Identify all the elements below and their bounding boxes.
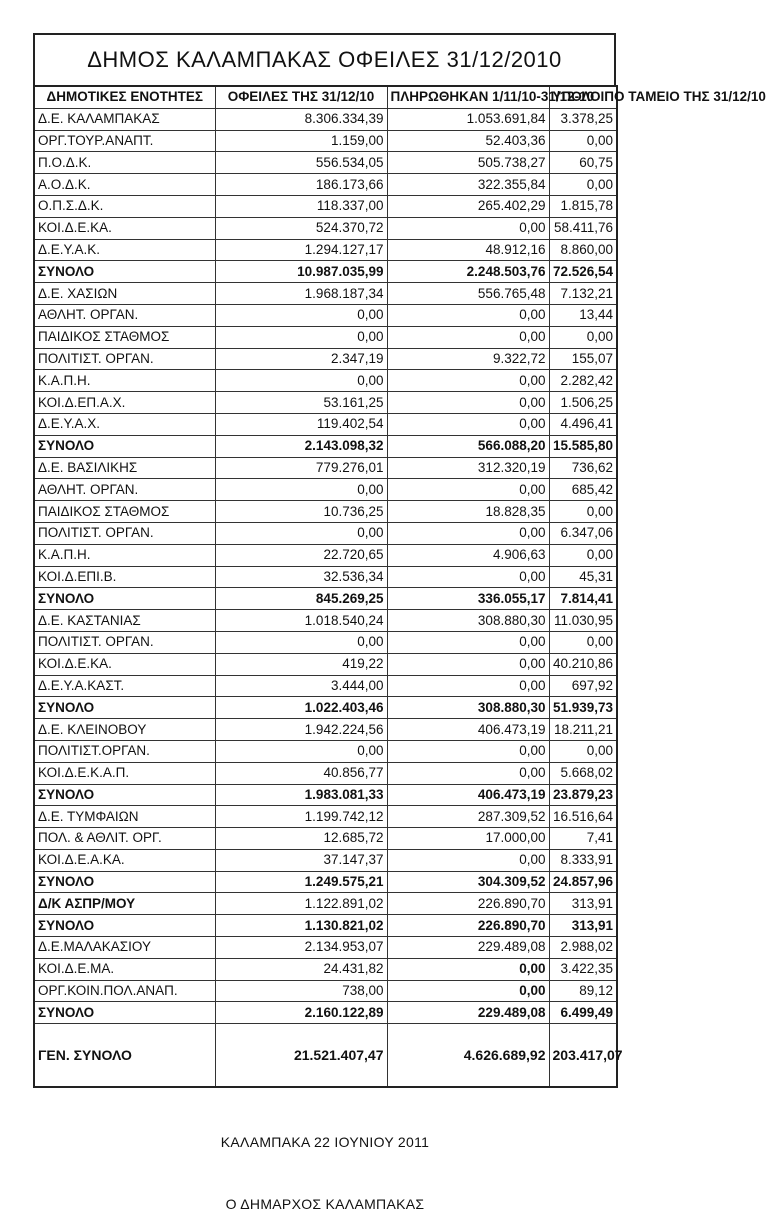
- debt-value: 0,00: [215, 370, 387, 392]
- total-row: [34, 697, 617, 719]
- unit-name: ΚΟΙ.Δ.Ε.ΚΑ.: [34, 217, 215, 239]
- unit-name: ΠΟΛ. & ΑΘΛΙΤ. ΟΡΓ.: [34, 828, 215, 850]
- paid-value: 322.355,84: [387, 174, 549, 196]
- paid-value: 0,00: [387, 631, 549, 653]
- paid-value: 0,00: [387, 675, 549, 697]
- table-row: [34, 719, 617, 741]
- debt-value: 2.143.098,32: [215, 435, 387, 457]
- paid-value: 0,00: [387, 762, 549, 784]
- balance-value: 0,00: [549, 631, 617, 653]
- balance-value: 313,91: [549, 915, 617, 937]
- unit-name: Δ/Κ ΑΣΠΡ/ΜΟΥ: [34, 893, 215, 915]
- unit-name: ΠΟΛΙΤΙΣΤ. ΟΡΓΑΝ.: [34, 631, 215, 653]
- balance-value: 16.516,64: [549, 806, 617, 828]
- unit-name: ΠΟΛΙΤΙΣΤ.ΟΡΓΑΝ.: [34, 740, 215, 762]
- debt-value: 1.294.127,17: [215, 239, 387, 261]
- table-row: [34, 152, 617, 174]
- balance-value: 60,75: [549, 152, 617, 174]
- balance-value: 8.860,00: [549, 239, 617, 261]
- debt-value: 738,00: [215, 980, 387, 1002]
- table-row: [34, 217, 617, 239]
- balance-value: 45,31: [549, 566, 617, 588]
- table-row: [34, 522, 617, 544]
- balance-value: 18.211,21: [549, 719, 617, 741]
- debt-value: 1.018.540,24: [215, 610, 387, 632]
- table-row: [34, 413, 617, 435]
- table-row: [34, 806, 617, 828]
- table-row: [34, 370, 617, 392]
- debt-value: 0,00: [215, 522, 387, 544]
- table-row: [34, 239, 617, 261]
- grand-total-row: [34, 1024, 617, 1088]
- table-row: [34, 937, 617, 959]
- debt-value: 37.147,37: [215, 849, 387, 871]
- unit-name: ΚΟΙ.Δ.Ε.ΜΑ.: [34, 958, 215, 980]
- document: [33, 33, 766, 1088]
- paid-value: 406.473,19: [387, 784, 549, 806]
- table-row: [34, 610, 617, 632]
- table-row: [34, 392, 617, 414]
- table-row: [34, 828, 617, 850]
- total-row: [34, 435, 617, 457]
- paid-value: 0,00: [387, 479, 549, 501]
- balance-value: 155,07: [549, 348, 617, 370]
- table-row: [34, 174, 617, 196]
- table-row: [34, 740, 617, 762]
- paid-value: 0,00: [387, 849, 549, 871]
- debt-value: 0,00: [215, 479, 387, 501]
- header-paid: ΠΛΗΡΩΘΗΚΑΝ 1/11/10-31/12-10: [387, 86, 549, 108]
- unit-name: ΑΘΛΗΤ. ΟΡΓΑΝ.: [34, 304, 215, 326]
- debt-value: 845.269,25: [215, 588, 387, 610]
- debt-value: 0,00: [215, 304, 387, 326]
- table-row: [34, 893, 617, 915]
- table-row: [34, 108, 617, 130]
- paid-value: 505.738,27: [387, 152, 549, 174]
- balance-value: 40.210,86: [549, 653, 617, 675]
- total-row: [34, 784, 617, 806]
- table-row: [34, 631, 617, 653]
- table-row: [34, 675, 617, 697]
- balance-value: 8.333,91: [549, 849, 617, 871]
- balance-value: 3.422,35: [549, 958, 617, 980]
- paid-value: 0,00: [387, 980, 549, 1002]
- debt-value: 24.431,82: [215, 958, 387, 980]
- grand-total-label: ΓΕΝ. ΣΥΝΟΛΟ: [34, 1024, 215, 1088]
- grand-total-paid: 4.626.689,92: [387, 1024, 549, 1088]
- table-row: [34, 457, 617, 479]
- unit-name: ΚΟΙ.Δ.ΕΠΙ.Β.: [34, 566, 215, 588]
- paid-value: 229.489,08: [387, 937, 549, 959]
- unit-name: Ο.Π.Σ.Δ.Κ.: [34, 195, 215, 217]
- debt-value: 0,00: [215, 631, 387, 653]
- table-row: [34, 544, 617, 566]
- balance-value: 685,42: [549, 479, 617, 501]
- table-row: [34, 326, 617, 348]
- paid-value: 0,00: [387, 522, 549, 544]
- paid-value: 226.890,70: [387, 915, 549, 937]
- balance-value: 0,00: [549, 501, 617, 523]
- place-date: ΚΑΛΑΜΠΑΚΑ 22 ΙΟΥΝΙΟΥ 2011: [220, 1134, 430, 1150]
- header-balance: ΥΠΟΛΟΙΠΟ ΤΑΜΕΙΟ ΤΗΣ 31/12/10: [549, 86, 617, 108]
- unit-name: ΠΟΛΙΤΙΣΤ. ΟΡΓΑΝ.: [34, 348, 215, 370]
- paid-value: 566.088,20: [387, 435, 549, 457]
- paid-value: 0,00: [387, 370, 549, 392]
- unit-name: Κ.Α.Π.Η.: [34, 544, 215, 566]
- debt-value: 1.159,00: [215, 130, 387, 152]
- unit-name: ΣΥΝΟΛΟ: [34, 1002, 215, 1024]
- unit-name: Δ.Ε.Υ.Α.Χ.: [34, 413, 215, 435]
- paid-value: 2.248.503,76: [387, 261, 549, 283]
- balance-value: 5.668,02: [549, 762, 617, 784]
- unit-name: Δ.Ε. ΚΑΣΤΑΝΙΑΣ: [34, 610, 215, 632]
- paid-value: 0,00: [387, 740, 549, 762]
- debt-value: 1.983.081,33: [215, 784, 387, 806]
- balance-value: 0,00: [549, 130, 617, 152]
- paid-value: 17.000,00: [387, 828, 549, 850]
- paid-value: 0,00: [387, 326, 549, 348]
- debt-value: 524.370,72: [215, 217, 387, 239]
- balance-value: 0,00: [549, 326, 617, 348]
- table-row: [34, 283, 617, 305]
- unit-name: ΠΑΙΔΙΚΟΣ ΣΤΑΘΜΟΣ: [34, 501, 215, 523]
- paid-value: 556.765,48: [387, 283, 549, 305]
- paid-value: 287.309,52: [387, 806, 549, 828]
- debt-value: 556.534,05: [215, 152, 387, 174]
- debt-value: 779.276,01: [215, 457, 387, 479]
- paid-value: 406.473,19: [387, 719, 549, 741]
- table-body: [34, 108, 617, 1023]
- unit-name: ΣΥΝΟΛΟ: [34, 915, 215, 937]
- unit-name: Δ.Ε. ΤΥΜΦΑΙΩΝ: [34, 806, 215, 828]
- debt-value: 119.402,54: [215, 413, 387, 435]
- debts-table: [33, 85, 766, 1088]
- balance-value: 72.526,54: [549, 261, 617, 283]
- balance-value: 3.378,25: [549, 108, 617, 130]
- balance-value: 313,91: [549, 893, 617, 915]
- signatory: Ο ΔΗΜΑΡΧΟΣ ΚΑΛΑΜΠΑΚΑΣ: [225, 1196, 425, 1212]
- table-row: [34, 501, 617, 523]
- table-row: [34, 304, 617, 326]
- table-row: [34, 980, 617, 1002]
- debt-value: 1.022.403,46: [215, 697, 387, 719]
- unit-name: ΚΟΙ.Δ.ΕΠ.Α.Χ.: [34, 392, 215, 414]
- unit-name: ΚΟΙ.Δ.Ε.ΚΑ.: [34, 653, 215, 675]
- balance-value: 736,62: [549, 457, 617, 479]
- unit-name: ΟΡΓ.ΤΟΥΡ.ΑΝΑΠΤ.: [34, 130, 215, 152]
- balance-value: 0,00: [549, 740, 617, 762]
- header-municipal-units: ΔΗΜΟΤΙΚΕΣ ΕΝΟΤΗΤΕΣ: [34, 86, 215, 108]
- paid-value: 4.906,63: [387, 544, 549, 566]
- unit-name: ΚΟΙ.Δ.Ε.Κ.Α.Π.: [34, 762, 215, 784]
- paid-value: 52.403,36: [387, 130, 549, 152]
- unit-name: ΣΥΝΟΛΟ: [34, 435, 215, 457]
- total-row: [34, 915, 617, 937]
- debt-value: 53.161,25: [215, 392, 387, 414]
- balance-value: 7,41: [549, 828, 617, 850]
- debt-value: 12.685,72: [215, 828, 387, 850]
- balance-value: 1.815,78: [549, 195, 617, 217]
- unit-name: ΠΟΛΙΤΙΣΤ. ΟΡΓΑΝ.: [34, 522, 215, 544]
- table-row: [34, 849, 617, 871]
- balance-value: 0,00: [549, 544, 617, 566]
- header-debts: ΟΦΕΙΛΕΣ ΤΗΣ 31/12/10: [215, 86, 387, 108]
- balance-value: 0,00: [549, 174, 617, 196]
- balance-value: 6.347,06: [549, 522, 617, 544]
- balance-value: 24.857,96: [549, 871, 617, 893]
- unit-name: Δ.Ε. ΒΑΣΙΛΙΚΗΣ: [34, 457, 215, 479]
- unit-name: ΟΡΓ.ΚΟΙΝ.ΠΟΛ.ΑΝΑΠ.: [34, 980, 215, 1002]
- debt-value: 0,00: [215, 326, 387, 348]
- unit-name: Δ.Ε.ΜΑΛΑΚΑΣΙΟΥ: [34, 937, 215, 959]
- unit-name: Δ.Ε.Υ.Α.ΚΑΣΤ.: [34, 675, 215, 697]
- debt-value: 22.720,65: [215, 544, 387, 566]
- balance-value: 2.988,02: [549, 937, 617, 959]
- unit-name: ΣΥΝΟΛΟ: [34, 871, 215, 893]
- balance-value: 7.814,41: [549, 588, 617, 610]
- debt-value: 40.856,77: [215, 762, 387, 784]
- table-row: [34, 195, 617, 217]
- paid-value: 226.890,70: [387, 893, 549, 915]
- debt-value: 32.536,34: [215, 566, 387, 588]
- unit-name: ΣΥΝΟΛΟ: [34, 784, 215, 806]
- unit-name: ΠΑΙΔΙΚΟΣ ΣΤΑΘΜΟΣ: [34, 326, 215, 348]
- paid-value: 308.880,30: [387, 697, 549, 719]
- balance-value: 1.506,25: [549, 392, 617, 414]
- total-row: [34, 261, 617, 283]
- balance-value: 697,92: [549, 675, 617, 697]
- total-row: [34, 588, 617, 610]
- debt-value: 186.173,66: [215, 174, 387, 196]
- paid-value: 308.880,30: [387, 610, 549, 632]
- unit-name: ΑΘΛΗΤ. ΟΡΓΑΝ.: [34, 479, 215, 501]
- unit-name: ΣΥΝΟΛΟ: [34, 588, 215, 610]
- paid-value: 336.055,17: [387, 588, 549, 610]
- table-row: [34, 653, 617, 675]
- paid-value: 0,00: [387, 958, 549, 980]
- paid-value: 1.053.691,84: [387, 108, 549, 130]
- unit-name: ΣΥΝΟΛΟ: [34, 697, 215, 719]
- total-row: [34, 1002, 617, 1024]
- table-row: [34, 566, 617, 588]
- unit-name: Δ.Ε. ΚΛΕΙΝΟΒΟΥ: [34, 719, 215, 741]
- debt-value: 1.199.742,12: [215, 806, 387, 828]
- debt-value: 1.122.891,02: [215, 893, 387, 915]
- table-row: [34, 130, 617, 152]
- debt-value: 3.444,00: [215, 675, 387, 697]
- table-header-row: [34, 86, 617, 108]
- grand-total-balance: 203.417,07: [549, 1024, 617, 1088]
- paid-value: 18.828,35: [387, 501, 549, 523]
- paid-value: 0,00: [387, 217, 549, 239]
- total-row: [34, 871, 617, 893]
- paid-value: 312.320,19: [387, 457, 549, 479]
- debt-value: 2.134.953,07: [215, 937, 387, 959]
- page-title: ΔΗΜΟΣ ΚΑΛΑΜΠΑΚΑΣ ΟΦΕΙΛΕΣ 31/12/2010: [33, 33, 616, 85]
- unit-name: Π.Ο.Δ.Κ.: [34, 152, 215, 174]
- debt-value: 118.337,00: [215, 195, 387, 217]
- grand-total-debt: 21.521.407,47: [215, 1024, 387, 1088]
- debt-value: 0,00: [215, 740, 387, 762]
- unit-name: ΚΟΙ.Δ.Ε.Α.ΚΑ.: [34, 849, 215, 871]
- unit-name: Α.Ο.Δ.Κ.: [34, 174, 215, 196]
- balance-value: 89,12: [549, 980, 617, 1002]
- paid-value: 229.489,08: [387, 1002, 549, 1024]
- debt-value: 1.942.224,56: [215, 719, 387, 741]
- unit-name: ΣΥΝΟΛΟ: [34, 261, 215, 283]
- balance-value: 2.282,42: [549, 370, 617, 392]
- balance-value: 58.411,76: [549, 217, 617, 239]
- paid-value: 304.309,52: [387, 871, 549, 893]
- unit-name: Δ.Ε. ΚΑΛΑΜΠΑΚΑΣ: [34, 108, 215, 130]
- paid-value: 48.912,16: [387, 239, 549, 261]
- table-row: [34, 479, 617, 501]
- balance-value: 4.496,41: [549, 413, 617, 435]
- unit-name: Δ.Ε.Υ.Α.Κ.: [34, 239, 215, 261]
- paid-value: 0,00: [387, 413, 549, 435]
- paid-value: 265.402,29: [387, 195, 549, 217]
- paid-value: 0,00: [387, 304, 549, 326]
- debt-value: 2.160.122,89: [215, 1002, 387, 1024]
- paid-value: 0,00: [387, 566, 549, 588]
- debt-value: 10.736,25: [215, 501, 387, 523]
- balance-value: 51.939,73: [549, 697, 617, 719]
- debt-value: 10.987.035,99: [215, 261, 387, 283]
- table-row: [34, 958, 617, 980]
- debt-value: 1.130.821,02: [215, 915, 387, 937]
- paid-value: 0,00: [387, 392, 549, 414]
- table-row: [34, 348, 617, 370]
- debt-value: 419,22: [215, 653, 387, 675]
- debt-value: 2.347,19: [215, 348, 387, 370]
- paid-value: 9.322,72: [387, 348, 549, 370]
- balance-value: 15.585,80: [549, 435, 617, 457]
- debt-value: 8.306.334,39: [215, 108, 387, 130]
- table-row: [34, 762, 617, 784]
- balance-value: 7.132,21: [549, 283, 617, 305]
- balance-value: 13,44: [549, 304, 617, 326]
- unit-name: Κ.Α.Π.Η.: [34, 370, 215, 392]
- debt-value: 1.249.575,21: [215, 871, 387, 893]
- unit-name: Δ.Ε. ΧΑΣΙΩΝ: [34, 283, 215, 305]
- paid-value: 0,00: [387, 653, 549, 675]
- debt-value: 1.968.187,34: [215, 283, 387, 305]
- balance-value: 23.879,23: [549, 784, 617, 806]
- balance-value: 6.499,49: [549, 1002, 617, 1024]
- balance-value: 11.030,95: [549, 610, 617, 632]
